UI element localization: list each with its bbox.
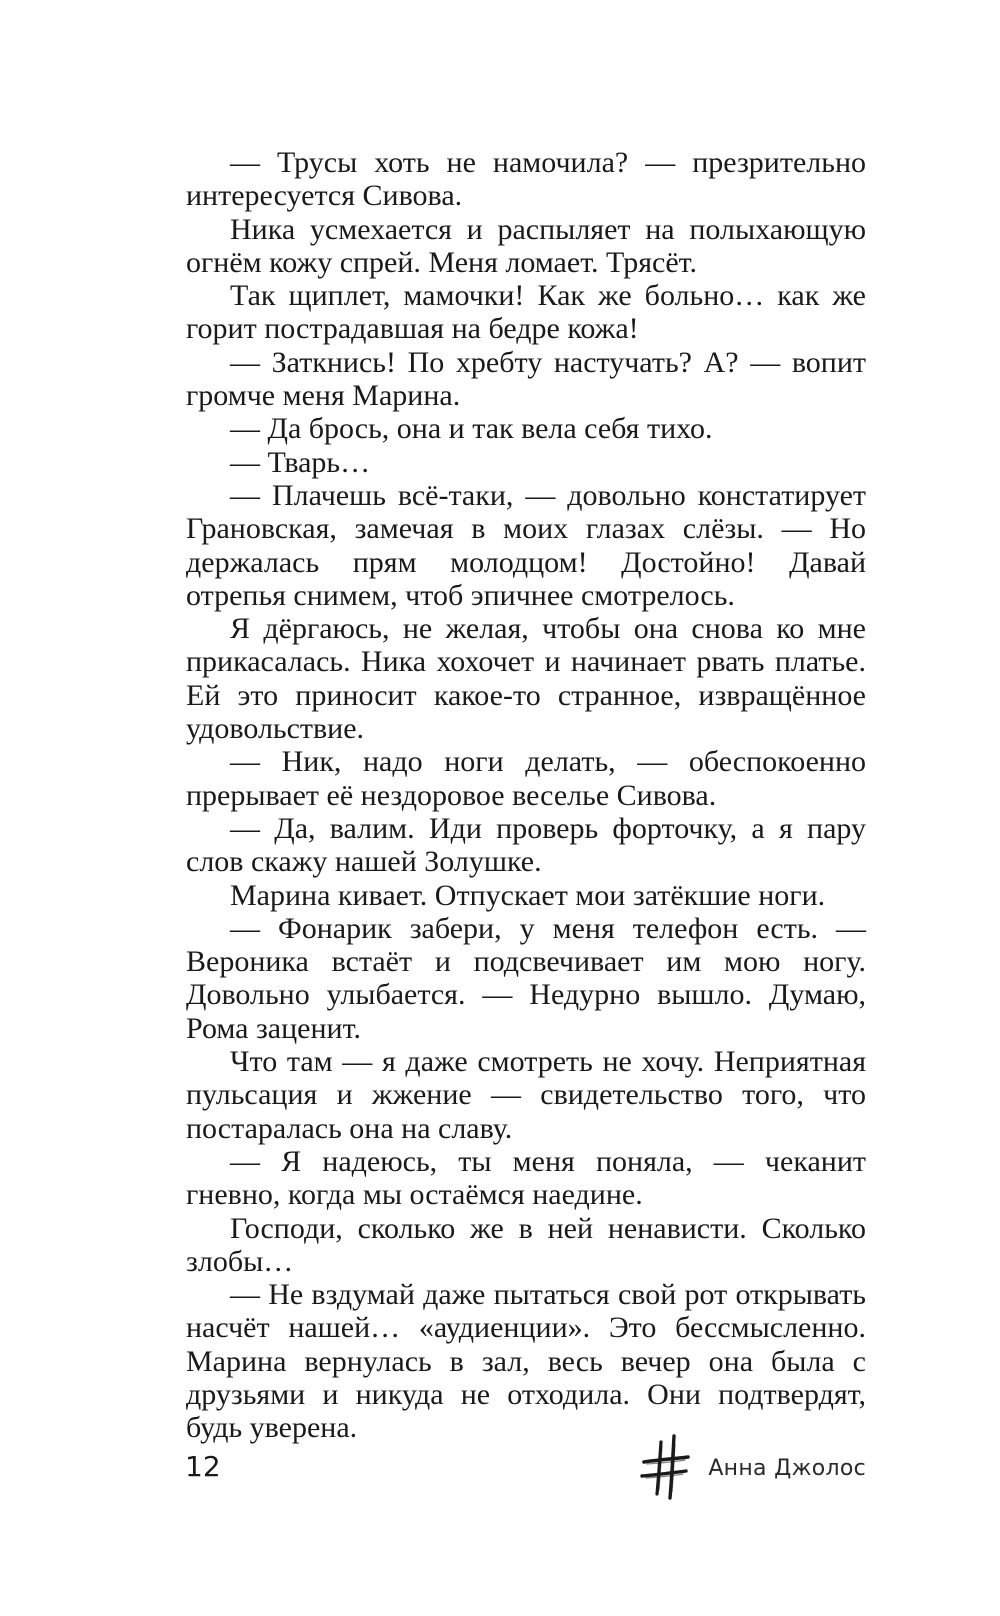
author-name: Анна Джолос [708, 1455, 866, 1481]
paragraph: Марина кивает. Отпускает мои затёкшие ноги. [230, 878, 826, 912]
paragraph: — Трусы хоть не намочила? — презрительно интересуется Сивова. [186, 146, 866, 213]
paragraph: — Да, валим. Иди проверь форточку, а я пару слов скажу нашей Золушке. [186, 811, 866, 879]
paragraph: — Заткнись! По хребту настучать? А? — вопит громче меня Марина. [186, 345, 866, 413]
paragraph: — Не вздумай даже пытаться свой рот открывать насчёт нашей… «аудиенции». Это бессмысленно. Марина вернулась в зал, весь вечер она была с друзьями и никуда не отходила. Они подтвердят, будь уверена. [186, 1278, 866, 1445]
paragraph: — Я надеюсь, ты меня поняла, — чеканит гневно, когда мы остаёмся наедине. [186, 1144, 866, 1212]
paragraph: Господи, сколько же в ней ненависти. Сколько злобы… [186, 1211, 866, 1278]
paragraph: — Фонарик забери, у меня телефон есть. — Вероника встаёт и подсвечивает им мою ногу. Довольно улыбается. — Недурно вышло. Думаю, Рома заценит. [186, 911, 866, 1045]
page-number: 12 [185, 1450, 221, 1483]
paragraph: Ника усмехается и распыляет на полыхающую огнём кожу спрей. Меня ломает. Трясёт. [186, 212, 866, 279]
hash-icon [638, 1432, 694, 1504]
paragraph: — Да брось, она и так вела себя тихо. [230, 412, 713, 446]
paragraph: Так щиплет, мамочки! Как же больно… как же горит пострадавшая на бедре кожа! [186, 279, 866, 346]
body-text [186, 146, 866, 1445]
paragraph: Я дёргаюсь, не желая, чтобы она снова ко мне прикасалась. Ника хохочет и начинает рвать платье. Ей это приносит какое-то странное, извращённое удовольствие. [186, 612, 866, 746]
paragraph: Что там — я даже смотреть не хочу. Неприятная пульсация и жжение — свидетельство того, что постаралась она на славу. [186, 1045, 866, 1145]
paragraph: — Ник, надо ноги делать, — обеспокоенно прерывает её нездоровое веселье Сивова. [186, 745, 866, 812]
running-footer [638, 1432, 866, 1504]
paragraph: — Тварь… [230, 445, 371, 479]
paragraph: — Плачешь всё-таки, — довольно констатирует Грановская, замечая в моих глазах слёзы. — Но держалась прям молодцом! Достойно! Давай отрепья снимем, чтоб эпичнее смотрелось. [186, 478, 866, 612]
